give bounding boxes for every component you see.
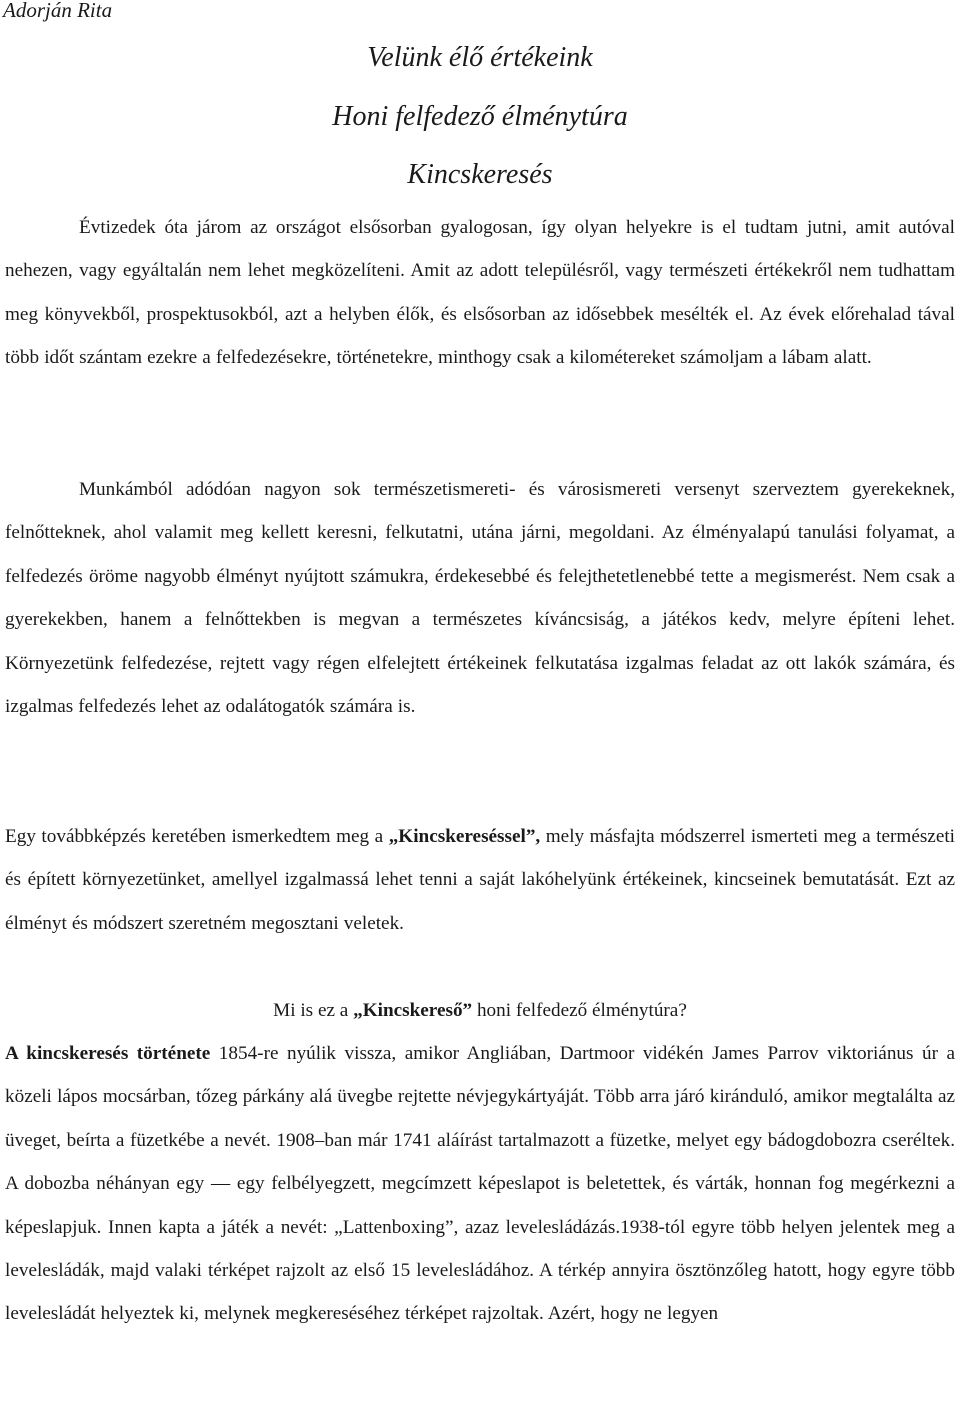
title-line-2: Honi felfedező élménytúra [332, 101, 628, 132]
paragraph-4 [5, 1032, 955, 1336]
title-line-3: Kincskeresés [407, 159, 553, 190]
history-heading: A kincskeresés története [5, 1043, 211, 1064]
question-term: „Kincskereső” [353, 1000, 473, 1021]
paragraph-1-text: Évtizedek óta járom az országot elsősorban gyalogosan, így olyan helyekre is el tudtam jutni, amit autóval nehezen, vagy egyáltalán nem lehet megközelíteni. Amit az adott településről, vagy természeti értékekről nem tudhattam meg könyvekből, prospektusokból, azt a helyben élők, és elsősorban az idősebbek mesélték el. Az évek előrehalad tával több időt szántam ezekre a felfedezésekre, történetekre, minthogy csak a kilométereket számoljam a lábam alatt. [5, 217, 955, 369]
kincskereses-term: „Kincskereséssel”, [388, 826, 541, 847]
paragraph-3-lead: Egy továbbképzés keretében ismerkedtem meg a [5, 826, 389, 847]
question-rest: honi felfedező élménytúra? [472, 1000, 687, 1021]
paragraph-2 [5, 468, 955, 728]
paragraph-3 [5, 815, 955, 945]
paragraph-3-rest: mely másfajta módszerrel ismerteti meg a természeti és épített környezetünket, amellyel izgalmassá lehet tenni a saját lakóhelyünk értékeinek, kincseinek bemutatását. Ezt az élményt és módszert szeretném megosztani veletek. [5, 826, 955, 934]
question-lead: Mi is ez a [273, 1000, 354, 1021]
paragraph-2-text: Munkámból adódóan nagyon sok természetismereti- és városismereti versenyt szerveztem gyerekeknek, felnőtteknek, ahol valamit meg kellett keresni, felkutatni, utána járni, megoldani. Az élményalapú tanulási folyamat, a felfedezés öröme nagyobb élményt nyújtott számukra, érdekesebbé és felejthetetlenebbé tette a megismerést. Nem csak a gyerekekben, hanem a felnőttekben is megvan a természetes kíváncsiság, a játékos kedv, melyre építeni lehet. Környezetünk felfedezése, rejtett vagy régen elfelejtett értékeinek felkutatása izgalmas feladat az ott lakók számára, és izgalmas felfedezés lehet az odalátogatók számára is. [5, 479, 955, 718]
history-text: 1854-re nyúlik vissza, amikor Angliában, Dartmoor vidékén James Parrov viktoriánus úr a közeli lápos mocsárban, tőzeg párkány alá üvegbe rejtette névjegykártyáját. Több arra járó kiránduló, amikor megtalálta az üveget, beírta a füzetkébe a nevét. 1908–ban már 1741 aláírást tartalmazott a füzetke, melyet egy bádogdobozra cseréltek. A dobozba néhányan egy — egy felbélyegzett, megcímzett képeslapot is beletettek, és várták, honnan fog megérkezni a képeslapjuk. Innen kapta a játék a nevét: „Lattenboxing”, azaz levelesládázás.1938-tól egyre több helyen jelentek meg a levelesládák, majd valaki térképet rajzolt az első 15 levelesládához. A térkép annyira ösztönzőleg hatott, hogy egyre több levelesládát helyeztek ki, melynek megkereséséhez térképet rajzoltak. Azért, hogy ne legyen [5, 1043, 955, 1325]
paragraph-3-text [5, 815, 955, 945]
title-line-1: Velünk élő értékeink [367, 42, 593, 73]
paragraph-1 [5, 206, 955, 380]
section-question [0, 989, 960, 1032]
author-name: Adorján Rita [3, 0, 113, 22]
paragraph-4-text [5, 1032, 955, 1336]
